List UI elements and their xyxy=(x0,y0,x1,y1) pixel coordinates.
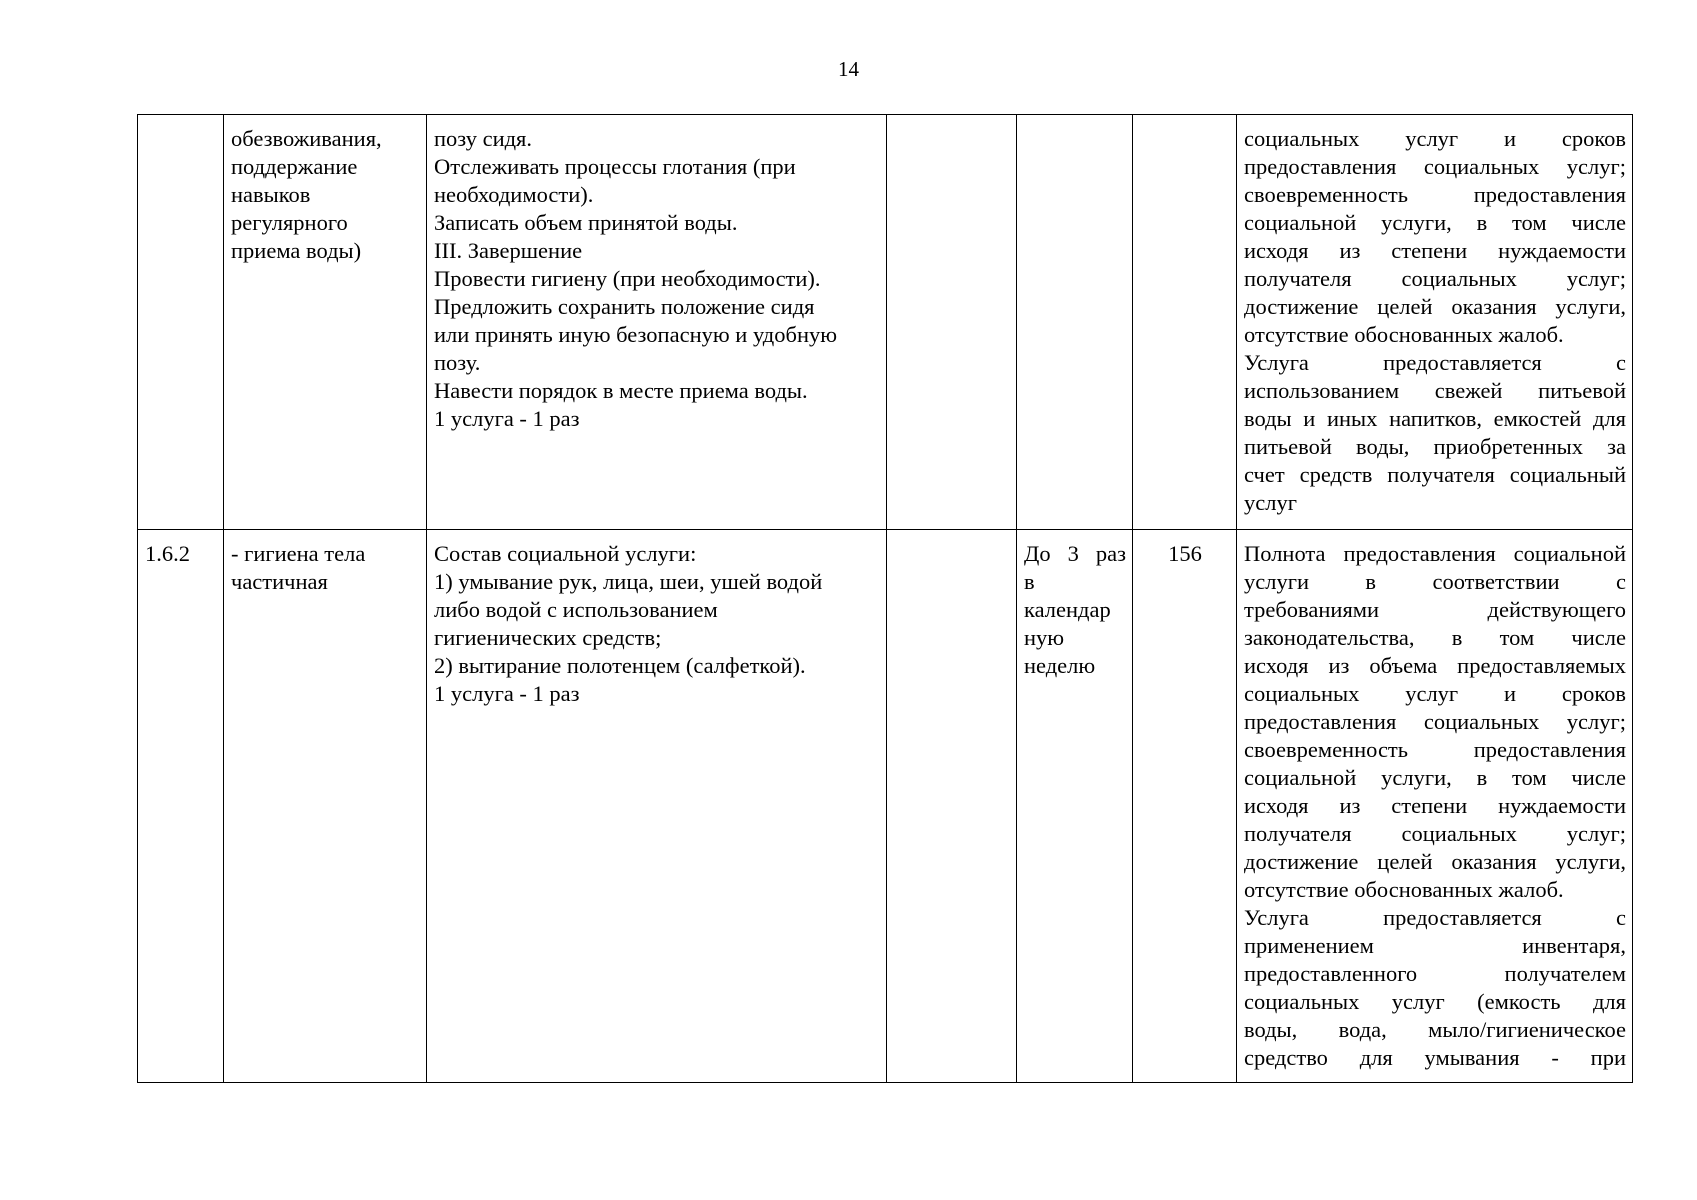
text-line: социальной услуги, в том числе xyxy=(1244,765,1626,790)
cell-quality xyxy=(1237,115,1633,530)
text-line: 1 услуга - 1 раз xyxy=(434,681,580,706)
text-line: - гигиена тела xyxy=(231,541,366,566)
text-line: Записать объем принятой воды. xyxy=(434,210,738,235)
text-line: требованиями действующего xyxy=(1244,597,1626,622)
text-line: приема воды) xyxy=(231,238,362,263)
text-line: неделю xyxy=(1024,653,1096,678)
text-line: предоставленного получателем xyxy=(1244,961,1626,986)
text-line: исходя из объема предоставляемых xyxy=(1244,653,1626,678)
text-line: применением инвентаря, xyxy=(1244,933,1626,958)
text-line: Состав социальной услуги: xyxy=(434,541,697,566)
text-line: 1 услуга - 1 раз xyxy=(434,406,580,431)
text-line: предоставления социальных услуг; xyxy=(1244,709,1626,734)
text-line: достижение целей оказания услуги, xyxy=(1244,849,1626,874)
text-line: получателя социальных услуг; xyxy=(1244,821,1626,846)
text-line: необходимости). xyxy=(434,182,594,207)
text-line: позу. xyxy=(434,350,481,375)
cell-service-description xyxy=(427,115,887,530)
text-line: Полнота предоставления социальной xyxy=(1244,541,1626,566)
text-line: поддержание xyxy=(231,154,358,179)
text-line: или принять иную безопасную и удобную xyxy=(434,322,838,347)
text-line: обезвоживания, xyxy=(231,126,382,151)
cell-periodicity xyxy=(1017,530,1133,1083)
quality-text xyxy=(1244,125,1626,517)
text-line: Навести порядок в месте приема воды. xyxy=(434,378,808,403)
service-name-text xyxy=(231,540,420,596)
text-line: регулярного xyxy=(231,210,348,235)
text-line: услуги в соответствии с xyxy=(1244,569,1626,594)
text-line: отсутствие обоснованных жалоб. xyxy=(1244,877,1564,902)
text-line: 1) умывание рук, лица, шеи, ушей водой xyxy=(434,569,823,594)
text-line: питьевой воды, приобретенных за xyxy=(1244,434,1626,459)
text-line: услуг xyxy=(1244,490,1297,515)
text-line: средство для умывания - при xyxy=(1244,1045,1626,1070)
cell-service-name xyxy=(224,115,427,530)
text-line: предоставления социальных услуг; xyxy=(1244,154,1626,179)
text-line: навыков xyxy=(231,182,311,207)
text-line: 2) вытирание полотенцем (салфеткой). xyxy=(434,653,806,678)
text-line: законодательства, в том числе xyxy=(1244,625,1626,650)
cell-service-description xyxy=(427,530,887,1083)
text-line: ную xyxy=(1024,625,1065,650)
text-line: в xyxy=(1024,569,1035,594)
quality-text xyxy=(1244,540,1626,1072)
cell-time: 156 xyxy=(1133,530,1237,1083)
text-line: Провести гигиену (при необходимости). xyxy=(434,266,821,291)
text-line: частичная xyxy=(231,569,328,594)
text-line: социальных услуг и сроков xyxy=(1244,126,1626,151)
text-line: позу сидя. xyxy=(434,126,533,151)
cell-quality xyxy=(1237,530,1633,1083)
text-line: Услуга предоставляется с xyxy=(1244,350,1626,375)
text-line: социальных услуг (емкость для xyxy=(1244,989,1626,1014)
services-table xyxy=(137,114,1633,1083)
cell-number: 1.6.2 xyxy=(138,530,224,1083)
cell-periodicity xyxy=(1017,115,1133,530)
service-description-text xyxy=(434,125,880,433)
text-line: достижение целей оказания услуги, xyxy=(1244,294,1626,319)
table-row xyxy=(138,530,1633,1083)
periodicity-text xyxy=(1024,540,1126,680)
text-line: исходя из степени нуждаемости xyxy=(1244,793,1626,818)
page-number: 14 xyxy=(838,57,859,81)
cell-time xyxy=(1133,115,1237,530)
text-line: получателя социальных услуг; xyxy=(1244,266,1626,291)
cell-norm xyxy=(887,530,1017,1083)
cell-number xyxy=(138,115,224,530)
text-line: Услуга предоставляется с xyxy=(1244,905,1626,930)
text-line: Предложить сохранить положение сидя xyxy=(434,294,815,319)
text-line: До 3 раз xyxy=(1024,541,1126,566)
text-line: использованием свежей питьевой xyxy=(1244,378,1626,403)
text-line: Отслеживать процессы глотания (при xyxy=(434,154,796,179)
cell-norm xyxy=(887,115,1017,530)
text-line: воды и иных напитков, емкостей для xyxy=(1244,406,1626,431)
text-line: гигиенических средств; xyxy=(434,625,662,650)
text-line: социальных услуг и сроков xyxy=(1244,681,1626,706)
text-line: социальной услуги, в том числе xyxy=(1244,210,1626,235)
text-line: счет средств получателя социальный xyxy=(1244,462,1626,487)
service-description-text xyxy=(434,540,880,708)
text-line: исходя из степени нуждаемости xyxy=(1244,238,1626,263)
text-line: либо водой с использованием xyxy=(434,597,718,622)
text-line: календар xyxy=(1024,597,1111,622)
text-line: своевременность предоставления xyxy=(1244,182,1626,207)
cell-service-name xyxy=(224,530,427,1083)
service-name-text xyxy=(231,125,420,265)
text-line: воды, вода, мыло/гигиеническое xyxy=(1244,1017,1626,1042)
text-line: своевременность предоставления xyxy=(1244,737,1626,762)
text-line: отсутствие обоснованных жалоб. xyxy=(1244,322,1564,347)
table-row xyxy=(138,115,1633,530)
text-line: III. Завершение xyxy=(434,238,583,263)
